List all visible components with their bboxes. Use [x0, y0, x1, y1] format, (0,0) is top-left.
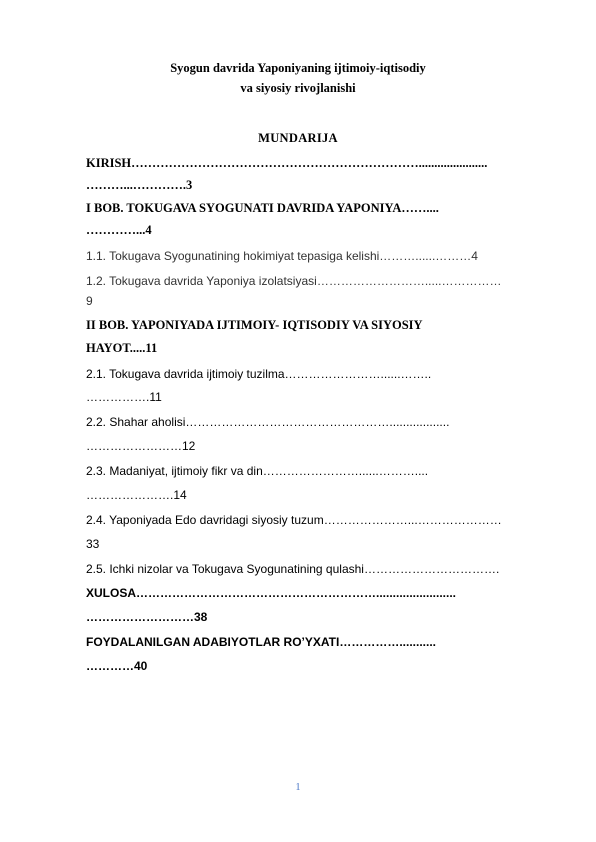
toc-entry-chapter-2: II BOB. YAPONIYADA IJTIMOIY- IQTISODIY VA SIYOSIY	[86, 318, 423, 332]
toc-entry-bibliography: FOYDALANILGAN ADABIYOTLAR RO’YXATI……………...........	[86, 635, 436, 649]
toc-entry-bibliography-page: …………40	[86, 659, 148, 673]
document-title-line-2: va siyosiy rivojlanishi	[240, 81, 356, 95]
toc-entry-2-4-page: 33	[86, 537, 100, 551]
toc-entry-2-1: 2.1. Tokugava davrida ijtimoiy tuzilma……………………......……..	[86, 367, 432, 381]
toc-entry-xulosa: XULOSA……………………………………………………........................	[86, 586, 457, 600]
toc-entry-1-2-page: 9	[86, 294, 93, 308]
toc-entry-2-1-page: …………….11	[86, 390, 162, 404]
toc-entry-1-1: 1.1. Tokugava Syogunatining hokimiyat tepasiga kelishi………......………4	[86, 249, 478, 263]
toc-entry-2-2: 2.2. Shahar aholisi……………………………………………..................	[86, 415, 450, 429]
document-title-line-1: Syogun davrida Yaponiyaning ijtimoiy-iqtisodiy	[170, 61, 426, 75]
toc-entry-chapter-1: I BOB. TOKUGAVA SYOGUNATI DAVRIDA YAPONIYA……....	[86, 201, 439, 215]
toc-entry-2-3-page: ………………….14	[86, 488, 187, 502]
toc-entry-1-2: 1.2. Tokugava davrida Yaponiya izolatsiyasi……………………….....……………	[86, 274, 502, 288]
toc-entry-2-3: 2.3. Madaniyat, ijtimoiy fikr va din……………………......………....	[86, 464, 429, 478]
toc-entry-chapter-1-page: …………...4	[86, 223, 152, 237]
toc-entry-2-2-page: ……………………12	[86, 439, 196, 453]
toc-entry-xulosa-page: ………………………38	[86, 610, 208, 624]
toc-entry-chapter-2-page: HAYOT.....11	[86, 341, 158, 355]
page-number: 1	[295, 782, 301, 793]
toc-entry-2-4: 2.4. Yaponiyada Edo davridagi siyosiy tuzum…………………...…………………	[86, 513, 502, 527]
toc-entry-2-5: 2.5. Ichki nizolar va Tokugava Syogunatining qulashi…………………………….	[86, 562, 500, 576]
toc-heading: MUNDARIJA	[258, 131, 338, 145]
toc-entry-kirish-page: ………...………….3	[86, 178, 193, 192]
toc-entry-kirish: KIRISH……………………………………………………………......................	[86, 156, 488, 170]
